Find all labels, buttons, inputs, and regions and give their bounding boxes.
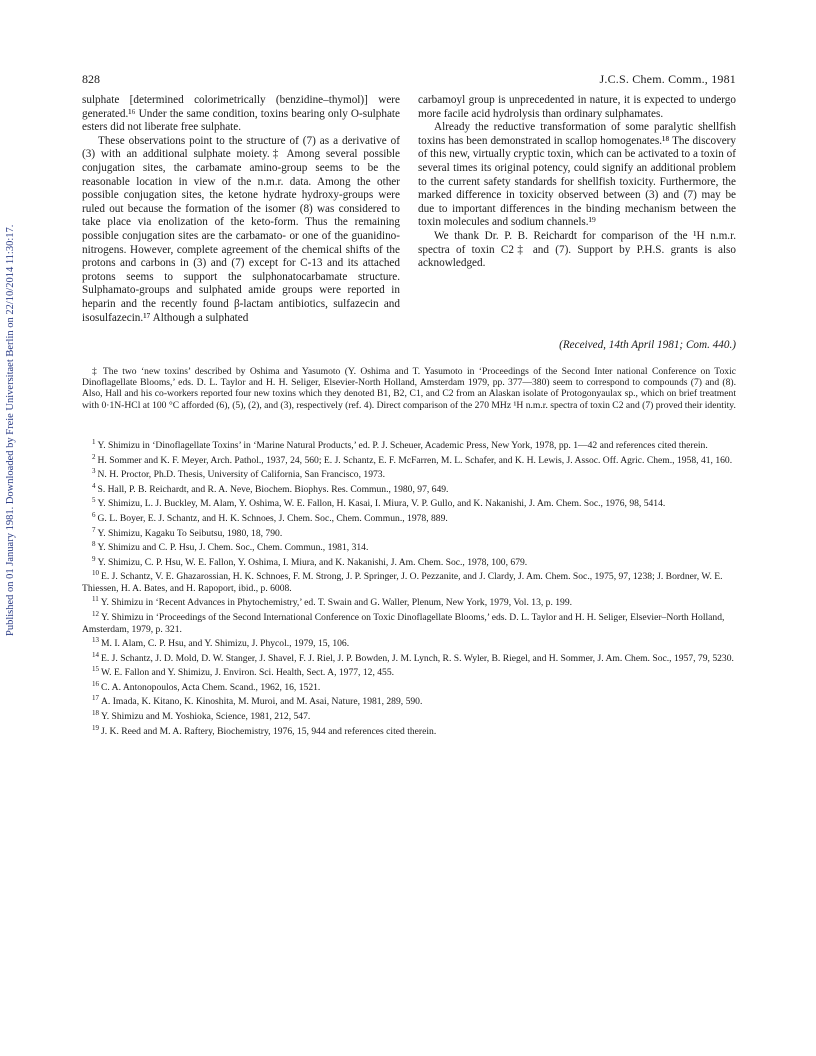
- reference-number: 6: [92, 510, 96, 519]
- reference-item: [82, 452, 736, 467]
- reference-number: 4: [92, 481, 96, 490]
- reference-item: [82, 510, 736, 525]
- reference-text: J. K. Reed and M. A. Raftery, Biochemistry, 1976, 15, 944 and references cited therein.: [101, 725, 437, 737]
- reference-number: 13: [92, 635, 99, 644]
- reference-number: 15: [92, 665, 99, 674]
- reference-item: [82, 495, 736, 510]
- reference-number: 16: [92, 679, 99, 688]
- reference-text: Y. Shimizu in ‘Proceedings of the Second International Conference on Toxic Dinoflagellate Blooms,’ eds. D. L. Taylor and H. H. Seliger, Elsevier–North Holland, Amsterdam, 1979, p. 321.: [82, 612, 725, 635]
- publication-stamp: Published on 01 January 1981. Downloaded by Freie Universitaet Berlin on 22/10/2014 11:30:17.: [5, 224, 16, 636]
- reference-number: 19: [92, 723, 99, 732]
- reference-text: C. A. Antonopoulos, Acta Chem. Scand., 1962, 16, 1521.: [101, 681, 321, 693]
- reference-text: Y. Shimizu in ‘Dinoflagellate Toxins’ in ‘Marine Natural Products,’ ed. P. J. Scheuer, Academic Press, New York, 1978, pp. 1—42 and references cited therein.: [97, 440, 708, 452]
- reference-text: E. J. Schantz, V. E. Ghazarossian, H. K. Schnoes, F. M. Strong, J. P. Springer, J. O. Pezzanite, and J. Clardy, J. Am. Chem. Soc., 1975, 97, 1238; J. Bordner, W. E. Thiessen, H. A. Bates, and H. Rapoport, ibid., p. 6008.: [82, 571, 723, 594]
- reference-item: [82, 437, 736, 452]
- reference-number: 10: [92, 569, 99, 578]
- reference-number: 2: [92, 452, 96, 461]
- reference-item: [82, 723, 736, 738]
- reference-text: E. J. Schantz, J. D. Mold, D. W. Stanger, J. Shavel, F. J. Riel, J. P. Bowden, J. M. Lynch, R. S. Wyler, B. Riegel, and H. Sommer, J. Am. Chem. Soc., 1957, 79, 5230.: [101, 652, 734, 664]
- reference-item: [82, 525, 736, 540]
- reference-number: 17: [92, 694, 99, 703]
- reference-text: M. I. Alam, C. P. Hsu, and Y. Shimizu, J. Phycol., 1979, 15, 106.: [101, 638, 350, 650]
- reference-text: Y. Shimizu, Kagaku To Seibutsu, 1980, 18, 790.: [97, 527, 283, 539]
- reference-item: [82, 664, 736, 679]
- received-date: (Received, 14th April 1981; Com. 440.): [559, 339, 736, 351]
- reference-item: [82, 568, 736, 594]
- reference-number: 9: [92, 554, 96, 563]
- reference-number: 5: [92, 496, 96, 505]
- right-paragraph-1: carbamoyl group is unprecedented in nature, it is expected to undergo more facile acid hydrolysis than ordinary sulphamates.: [418, 94, 736, 120]
- right-paragraph-2: Already the reductive transformation of some paralytic shellfish toxins has been demonstrated in scallop homogenates.¹⁸ The discovery of this new, virtually cryptic toxin, which can be activated to a toxin of several times its original potency, could signify an additional problem to the current safety standards for shellfish toxicity. Furthermore, the marked difference in toxicity observed between (3) and (7) may be due to important differences in the binding mechanism between the toxin molecules and sodium channels.¹⁹: [418, 121, 736, 229]
- reference-text: Y. Shimizu, L. J. Buckley, M. Alam, Y. Oshima, W. E. Fallon, H. Kasai, I. Miura, V. P. Gullo, and K. Nakanishi, J. Am. Chem. Soc., 1976, 98, 5414.: [97, 498, 666, 510]
- page-number: 828: [82, 72, 100, 86]
- right-column: [418, 94, 736, 271]
- reference-item: [82, 679, 736, 694]
- reference-number: 8: [92, 540, 96, 549]
- acknowledgement: We thank Dr. P. B. Reichardt for comparison of the ¹H n.m.r. spectra of toxin C2‡ and (7). Support by P.H.S. grants is also acknowledged.: [418, 229, 736, 270]
- reference-text: A. Imada, K. Kitano, K. Kinoshita, M. Muroi, and M. Asai, Nature, 1981, 289, 590.: [101, 696, 423, 708]
- left-paragraph-1: sulphate [determined colorimetrically (benzidine–thymol)] were generated.¹⁶ Under the same condition, toxins bearing only O-sulphate esters did not liberate free sulphate.: [82, 94, 400, 134]
- reference-number: 18: [92, 708, 99, 717]
- left-paragraph-2: These observations point to the structure of (7) as a derivative of (3) with an additional sulphate moiety.‡ Among several possible conjugation sites, the carbamate amino-group seems to be the reasonable location in view of the n.m.r. data. Among the other possible conjugation sites, the ketone hydrate hydroxy-groups were ruled out because the formation of the isomer (8) was considered to take place via enolization of the keto-form. Thus the remaining possible conjugation sites are the carbamato- or one of the guanidino-nitrogens. However, complete agreement of the chemical shifts of the protons and carbons in (3) and (7) except for C-13 and its attached protons seems to support the sulphonatocarbamate structure. Sulphamato-groups and sulphated amide groups were reported in heparin and the recently found β-lactam antibiotics, sulfazecin and isosulfazecin.¹⁷ Although a sulphated: [82, 134, 400, 324]
- reference-item: [82, 650, 736, 665]
- reference-item: [82, 693, 736, 708]
- reference-item: [82, 635, 736, 650]
- footnote: [82, 366, 736, 411]
- reference-item: [82, 554, 736, 569]
- reference-text: H. Sommer and K. F. Meyer, Arch. Pathol., 1937, 24, 560; E. J. Schantz, E. F. McFarren, M. L. Schafer, and K. H. Lewis, J. Assoc. Off. Agric. Chem., 1958, 41, 160.: [97, 454, 733, 466]
- reference-number: 7: [92, 525, 96, 534]
- reference-text: Y. Shimizu, C. P. Hsu, W. E. Fallon, Y. Oshima, I. Miura, and K. Nakanishi, J. Am. Chem. Soc., 1978, 100, 679.: [97, 556, 528, 568]
- reference-item: [82, 466, 736, 481]
- reference-number: 3: [92, 467, 96, 476]
- reference-text: Y. Shimizu and C. P. Hsu, J. Chem. Soc., Chem. Commun., 1981, 314.: [97, 542, 369, 554]
- reference-item: [82, 481, 736, 496]
- reference-item: [82, 594, 736, 609]
- reference-number: 14: [92, 650, 99, 659]
- reference-item: [82, 609, 736, 635]
- reference-text: N. H. Proctor, Ph.D. Thesis, University of California, San Francisco, 1973.: [97, 469, 385, 481]
- footnote-text: ‡ The two ‘new toxins’ described by Oshima and Yasumoto (Y. Oshima and T. Yasumoto in ‘Proceedings of the Second Inter national Conference on Toxic Dinoflagellate Blooms,’ eds. D. L. Taylor and H. H. Seliger, Elsevier-North Holland, Amsterdam 1979, pp. 377—380) seem to correspond to compounds (7) and (8). Also, Hall and his co-workers reported four new toxins which they denoted B1, B2, C1, and C2 from an Alaskan isolate of Protogonyaulax sp., which on brief treatment with 0·1N-HCl at 100 °C afforded (6), (5), (2), and (3), respectively (ref. 4). Direct comparison of the 270 MHz ¹H n.m.r. spectra of toxin C2 and (7) proved their identity.: [82, 366, 736, 411]
- journal-header: J.C.S. Chem. Comm., 1981: [599, 72, 736, 86]
- reference-text: G. L. Boyer, E. J. Schantz, and H. K. Schnoes, J. Chem. Soc., Chem. Commun., 1978, 889.: [97, 513, 448, 525]
- reference-text: S. Hall, P. B. Reichardt, and R. A. Neve, Biochem. Biophys. Res. Commun., 1980, 97, 649.: [97, 483, 449, 495]
- reference-item: [82, 539, 736, 554]
- reference-text: W. E. Fallon and Y. Shimizu, J. Environ. Sci. Health, Sect. A, 1977, 12, 455.: [101, 667, 395, 679]
- reference-list: [82, 437, 736, 737]
- reference-text: Y. Shimizu and M. Yoshioka, Science, 1981, 212, 547.: [101, 711, 311, 723]
- reference-item: [82, 708, 736, 723]
- reference-number: 11: [92, 595, 99, 604]
- reference-number: 12: [92, 609, 99, 618]
- left-column: [82, 94, 400, 325]
- reference-text: Y. Shimizu in ‘Recent Advances in Phytochemistry,’ ed. T. Swain and G. Waller, Plenum, New York, 1979, Vol. 13, p. 199.: [100, 597, 573, 609]
- reference-number: 1: [92, 438, 96, 446]
